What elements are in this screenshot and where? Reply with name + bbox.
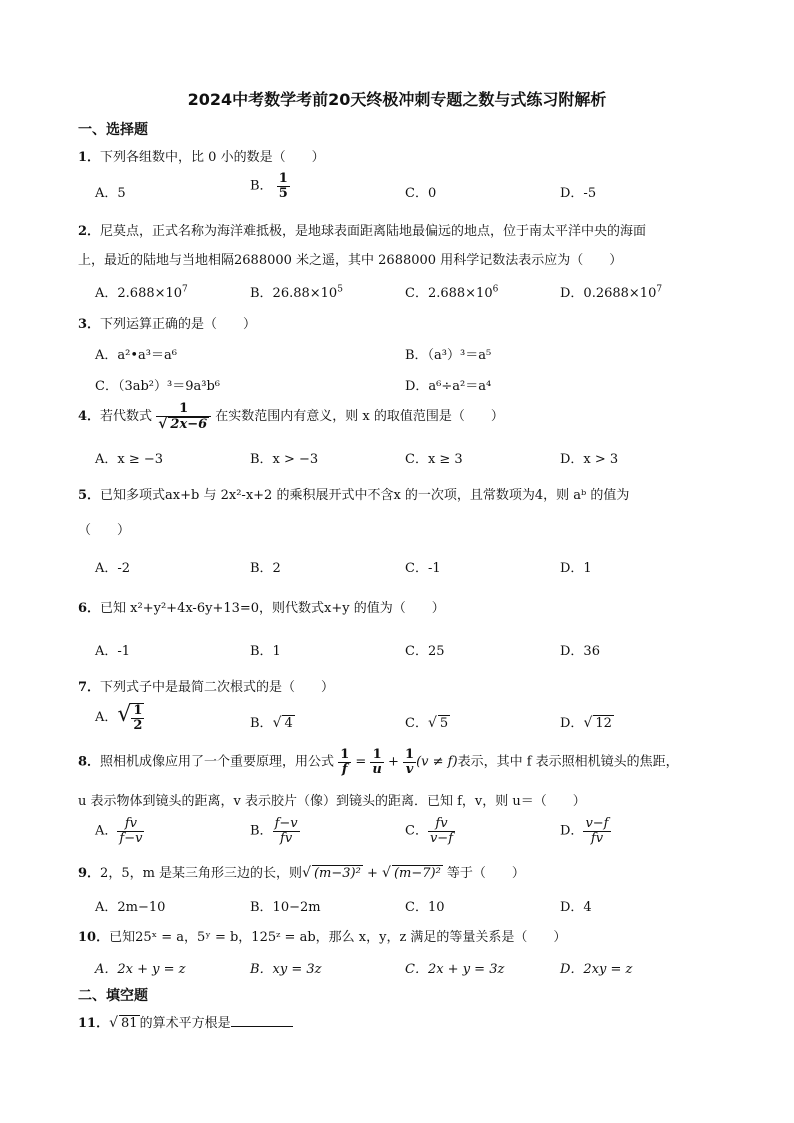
q2-option-d: D．$0.2688\times 10^7$ (560, 284, 663, 301)
question-5-line2: （ ） (78, 523, 131, 538)
q2-option-b: B．$26.88\times 10^5$ (250, 284, 343, 301)
page-title: 2024中考数学考前20天终极冲刺专题之数与式练习附解析 (187, 90, 607, 109)
q5-option-d: D．1 (560, 561, 592, 576)
q2-option-c: C．$2.688\times 10^6$ (405, 284, 499, 301)
q8-option-a: A． $\frac{fv}{f-v}$ (95, 816, 143, 846)
question-4: 4．若代数式 $\frac{1}{√ 2x-6}$ 在实数范围内有意义，则 x 的取值范围是（ ） (78, 401, 504, 432)
question-2-line2: 上，最近的陆地与当地相隔2688000 米之遥，其中 2688000 用科学记数法表示应为（ ） (78, 253, 623, 268)
fraction-1-over-v: $\frac{1}{v}$ (405, 747, 415, 777)
q3-option-d: D．a⁶÷a²＝a⁴ (405, 379, 492, 394)
answer-blank[interactable] (231, 1013, 293, 1027)
q1-option-a: A．5 (95, 186, 126, 201)
q10-option-b: B．xy = 3z (250, 962, 322, 977)
q10-option-a: A．2x + y = z (95, 962, 186, 977)
q4-option-c: C．x ≥ 3 (405, 452, 463, 467)
q9-option-b: B．10−2m (250, 900, 321, 915)
q9-option-a: A．2m−10 (95, 900, 166, 915)
q10-option-d: D．2xy = z (560, 962, 633, 977)
fraction: $\frac{fv}{f-v}$ (119, 816, 143, 846)
q4-option-d: D．x > 3 (560, 452, 619, 467)
q9-option-c: C．10 (405, 900, 445, 915)
q1-option-d: D．-5 (560, 186, 597, 201)
q8-option-d: D． $\frac{v-f}{fv}$ (560, 816, 609, 846)
q6-option-b: B．1 (250, 644, 281, 659)
q7-option-b: B．√ 4 (250, 715, 293, 731)
q5-option-c: C．-1 (405, 561, 441, 576)
question-8-line2: u 表示物体到镜头的距离，v 表示胶片（像）到镜头的距离．已知 f，v，则 u＝（ ） (78, 794, 586, 809)
q10-option-c: C．2x + y = 3z (405, 962, 505, 977)
fraction: $\frac{v-f}{fv}$ (585, 816, 609, 846)
question-9: 9．2，5，m 是某三角形三边的长，则√ (m−3)² + √ (m−7)² 等于（ ） (78, 865, 525, 881)
fraction-1-over-f: $\frac{1}{f}$ (340, 747, 350, 777)
question-5: 5．已知多项式ax+b 与 2x²-x+2 的乘积展开式中不含x 的一次项，且常数项为4，则 aᵇ 的值为 (78, 488, 630, 503)
question-8: 8．照相机成像应用了一个重要原理，用公式 $\frac{1}{f}$ = $\frac{1}{u}$ + $\frac{1}{v}$ (v ≠ f)表示，其中 f 表示照相机镜头的焦距， (78, 747, 679, 777)
q5-option-a: A．-2 (95, 561, 131, 576)
fraction: $\frac{fv}{v-f}$ (429, 816, 454, 846)
fraction-1-over-u: $\frac{1}{u}$ (372, 747, 382, 777)
q9-option-d: D．4 (560, 900, 592, 915)
question-1: 1．下列各组数中，比 0 小的数是（ ） (78, 150, 325, 165)
q1-option-c: C．0 (405, 186, 437, 201)
q6-option-c: C．25 (405, 644, 445, 659)
fraction: $\frac{1}{5}$ (278, 171, 288, 201)
question-7: 7．下列式子中是最简二次根式的是（ ） (78, 680, 335, 695)
fraction: $\frac{1}{√ 2x-6}$ (156, 402, 211, 431)
q3-option-a: A．a²•a³＝a⁶ (95, 348, 177, 363)
q7-option-d: D．√ 12 (560, 715, 612, 731)
q4-option-b: B．x > −3 (250, 452, 319, 467)
q1-option-b: B． $\frac{1}{5}$ (250, 171, 288, 201)
question-11: 11．√ 81 的算术平方根是 (78, 1012, 293, 1031)
question-2: 2．尼莫点，正式名称为海洋难抵极，是地球表面距离陆地最偏远的地点，位于南太平洋中央的海面 (78, 224, 647, 239)
q7-option-a: A．√ $\frac{1}{2}$ (95, 702, 143, 733)
section-fill-heading: 二、填空题 (78, 988, 148, 1004)
q3-option-c: C．（3ab²）³＝9a³b⁶ (95, 379, 220, 394)
q7-option-c: C．√ 5 (405, 715, 449, 731)
q8-option-b: B． $\frac{f-v}{fv}$ (250, 816, 298, 846)
question-10: 10．已知25ˣ = a，5ʸ = b，125ᶻ = ab，那么 x，y，z 满足的等量关系是（ ） (78, 930, 567, 945)
q6-option-d: D．36 (560, 644, 600, 659)
q3-option-b: B．（a³）³＝a⁵ (405, 348, 492, 363)
q6-option-a: A．-1 (95, 644, 131, 659)
fraction: $\frac{f-v}{fv}$ (274, 816, 298, 846)
section-choice-heading: 一、选择题 (78, 122, 148, 138)
q4-option-a: A．x ≥ −3 (95, 452, 164, 467)
q2-option-a: A．$2.688\times 10^7$ (95, 284, 188, 301)
fraction: $\frac{1}{2}$ (133, 702, 143, 733)
question-6: 6．已知 x²+y²+4x-6y+13=0，则代数式x+y 的值为（ ） (78, 601, 445, 616)
q5-option-b: B．2 (250, 561, 281, 576)
question-3: 3．下列运算正确的是（ ） (78, 317, 257, 332)
q8-option-c: C． $\frac{fv}{v-f}$ (405, 816, 454, 846)
